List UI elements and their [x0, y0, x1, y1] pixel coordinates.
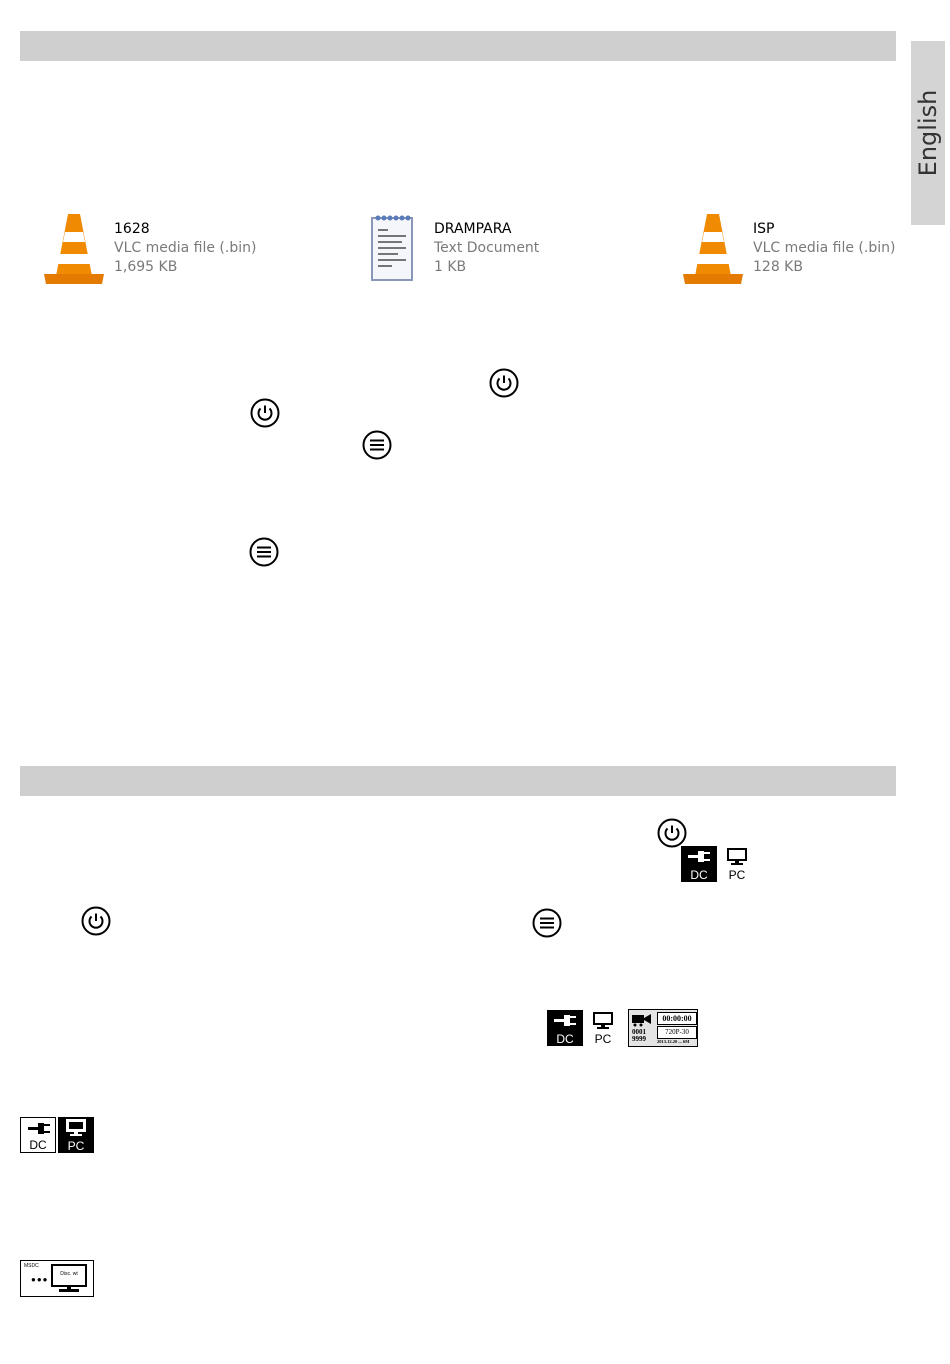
file-size: 128 KB [753, 259, 803, 275]
power-button-icon [489, 368, 519, 398]
msdc-tag: MSDC [24, 1263, 39, 1269]
dc-plug-icon [20, 1117, 56, 1153]
monitor-screen-text: Disc. wt [60, 1271, 78, 1277]
monitor-icon [51, 1264, 87, 1294]
menu-button-icon [532, 908, 562, 938]
file-item-drampara[interactable] [362, 212, 622, 288]
section-header-bar-2 [20, 766, 896, 796]
pc-label: PC [594, 1032, 612, 1046]
power-button-icon [81, 906, 111, 936]
file-type: Text Document [434, 240, 540, 256]
dc-plug-icon [547, 1010, 583, 1046]
dc-pc-status-icon [547, 1010, 619, 1046]
dc-label: DC [690, 868, 708, 882]
pc-monitor-icon [585, 1010, 621, 1046]
file-type: VLC media file (.bin) [753, 240, 896, 256]
pc-label: PC [67, 1139, 85, 1153]
text-document-icon [362, 212, 426, 288]
file-text [434, 220, 539, 277]
vlc-cone-icon [681, 212, 745, 288]
timer-display: 00:00:00 [657, 1012, 697, 1025]
video-camera-icon [632, 1013, 652, 1027]
file-item-isp[interactable] [681, 212, 911, 288]
dc-label: DC [29, 1138, 47, 1152]
counter-top: 0001 [632, 1028, 646, 1036]
language-tab-label: English [914, 89, 942, 177]
file-item-1628[interactable] [42, 212, 302, 288]
menu-button-icon [249, 537, 279, 567]
camera-screen-icon [628, 1009, 698, 1047]
file-type: VLC media file (.bin) [114, 240, 257, 256]
file-name: DRAMPARA [434, 221, 512, 237]
dc-plug-icon [681, 846, 717, 882]
power-button-icon [250, 398, 280, 428]
language-tab [911, 41, 945, 225]
pc-label: PC [728, 868, 746, 882]
counter-bottom: 9999 [632, 1035, 646, 1043]
dc-pc-status-icon [681, 846, 753, 882]
pc-monitor-icon [719, 846, 755, 882]
file-size: 1 KB [434, 259, 467, 275]
file-name: 1628 [114, 221, 150, 237]
menu-button-icon [362, 430, 392, 460]
connection-dots: ●●● [31, 1275, 49, 1284]
recording-counter [632, 1029, 646, 1043]
date-display: 2013.12.20 ... 6M [657, 1039, 690, 1044]
power-button-icon [657, 818, 687, 848]
dc-label: DC [556, 1032, 574, 1046]
file-text [753, 220, 895, 277]
file-text [114, 220, 256, 277]
vlc-cone-icon [42, 212, 106, 288]
file-name: ISP [753, 221, 775, 237]
dc-pc-active-icon [20, 1117, 94, 1153]
file-size: 1,695 KB [114, 259, 178, 275]
pc-monitor-icon [58, 1117, 94, 1153]
pc-connection-icon [20, 1260, 94, 1297]
section-header-bar-1 [20, 31, 896, 61]
mode-display: 720P-30 [657, 1026, 697, 1039]
